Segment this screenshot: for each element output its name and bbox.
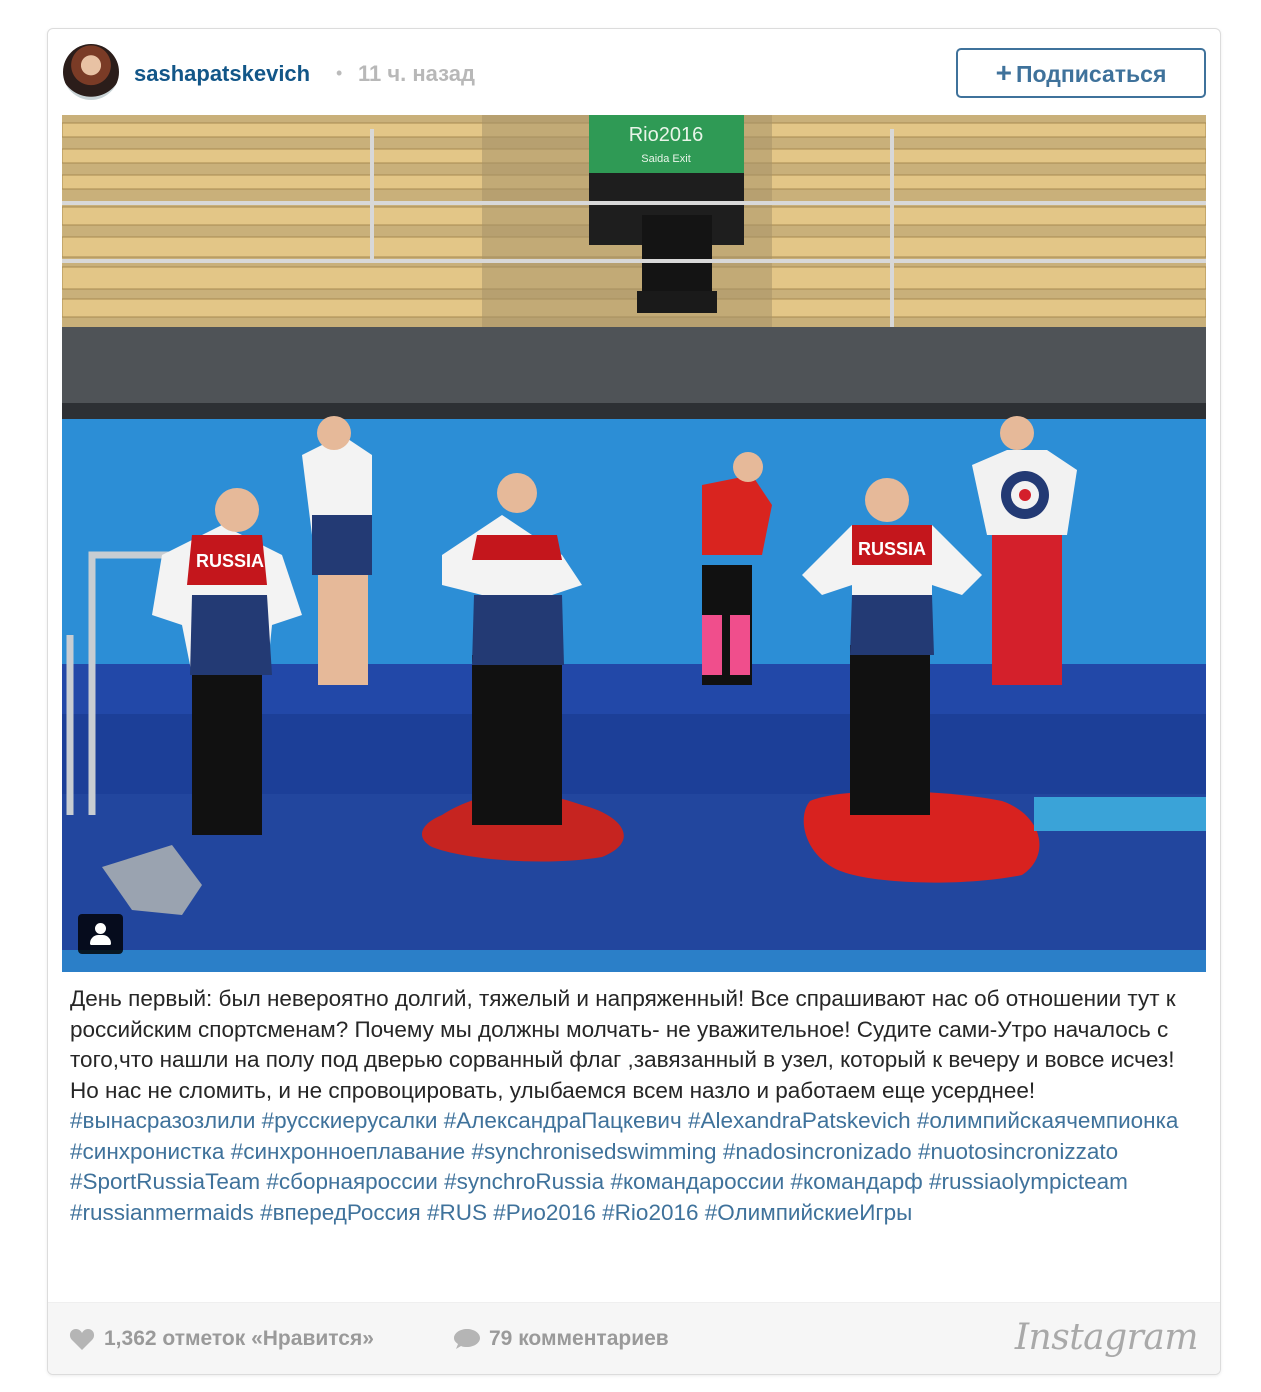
post-caption: [70, 984, 1200, 1228]
speaker-box: [642, 215, 712, 293]
caption-text: День первый: был невероятно долгий, тяжелый и напряженный! Все спрашивают нас об отношении тут к российским спортсменам? Почему мы должны молчать- не уважительное! Судите сами-Утро началось с того,что нашли на полу под дверью сорванный флаг ,завязанный в узел, который к вечеру и вовсе исчез! Но нас не сломить, и не спровоцировать, улыбаемся всем назло и работаем еще усерднее!: [70, 986, 1176, 1103]
speaker-stand: [637, 291, 717, 313]
hashtag-list: [70, 1108, 1178, 1225]
photo-illustration: [62, 115, 1206, 972]
hashtag-link[interactable]: #синхронистка: [70, 1138, 225, 1164]
mat: [1034, 797, 1206, 831]
hashtag-link[interactable]: #AlexandraPatskevich: [687, 1108, 911, 1133]
hashtag-link[interactable]: #RUS: [426, 1199, 487, 1225]
hashtag-link[interactable]: #синхронноеплавание: [230, 1138, 466, 1164]
hashtag-link[interactable]: #командароссии: [610, 1169, 785, 1194]
post-header: [48, 29, 1220, 115]
hashtag-link[interactable]: #synchroRussia: [444, 1169, 605, 1194]
hashtag-link[interactable]: #SportRussiaTeam: [70, 1169, 261, 1194]
avatar[interactable]: [63, 44, 119, 100]
hashtag-link[interactable]: #synchronisedswimming: [471, 1138, 717, 1164]
timestamp[interactable]: 11 ч. назад: [358, 61, 476, 86]
jacket-text-1: RUSSIA: [195, 551, 265, 571]
post-footer: [48, 1302, 1220, 1374]
hashtag-link[interactable]: #сборнаяроссии: [266, 1169, 438, 1194]
hashtag-link[interactable]: #АлександраПацкевич: [443, 1108, 682, 1133]
post-photo[interactable]: [62, 115, 1206, 972]
follow-button[interactable]: [956, 48, 1206, 98]
hashtag-link[interactable]: #nuotosincronizzato: [917, 1138, 1119, 1164]
hashtag-link[interactable]: #russiaolympicteam: [929, 1169, 1128, 1194]
hashtag-link[interactable]: #ОлимпийскиеИгры: [704, 1199, 913, 1225]
hashtag-link[interactable]: #russianmermaids: [70, 1199, 254, 1225]
hashtag-link[interactable]: #nadosincronizado: [722, 1138, 912, 1164]
likes-count[interactable]: 1,362 отметок «Нравится»: [104, 1327, 374, 1350]
jacket-text-2: RUSSIA: [857, 539, 927, 559]
comments-count[interactable]: 79 комментариев: [489, 1327, 669, 1350]
plus-icon: +: [995, 57, 1012, 88]
separator-dot: •: [336, 63, 343, 83]
exit-text: Saida Exit: [641, 153, 691, 165]
hashtag-link[interactable]: #русскиерусалки: [261, 1108, 438, 1133]
hashtag-link[interactable]: #Рио2016: [493, 1199, 596, 1225]
hashtag-link[interactable]: #олимпийскаячемпионка: [916, 1108, 1179, 1133]
wall-edge: [62, 403, 1206, 419]
hashtag-link[interactable]: #впередРоссия: [260, 1199, 421, 1225]
hashtag-link[interactable]: #Rio2016: [602, 1199, 699, 1225]
instagram-logo[interactable]: Instagram: [1014, 1317, 1198, 1358]
follow-label: Подписаться: [1015, 61, 1167, 87]
username-link[interactable]: sashapatskevich: [134, 61, 311, 86]
hashtag-link[interactable]: #командарф: [790, 1169, 923, 1194]
instagram-post-card: [47, 28, 1221, 1375]
comment-bubble-icon[interactable]: [453, 1327, 481, 1351]
user-tag-icon[interactable]: [78, 914, 123, 954]
heart-icon[interactable]: [69, 1327, 95, 1351]
banner-text: Rio2016: [628, 124, 704, 146]
hashtag-link[interactable]: #вынасразозлили: [70, 1108, 256, 1133]
pool-edge: [62, 950, 1206, 972]
